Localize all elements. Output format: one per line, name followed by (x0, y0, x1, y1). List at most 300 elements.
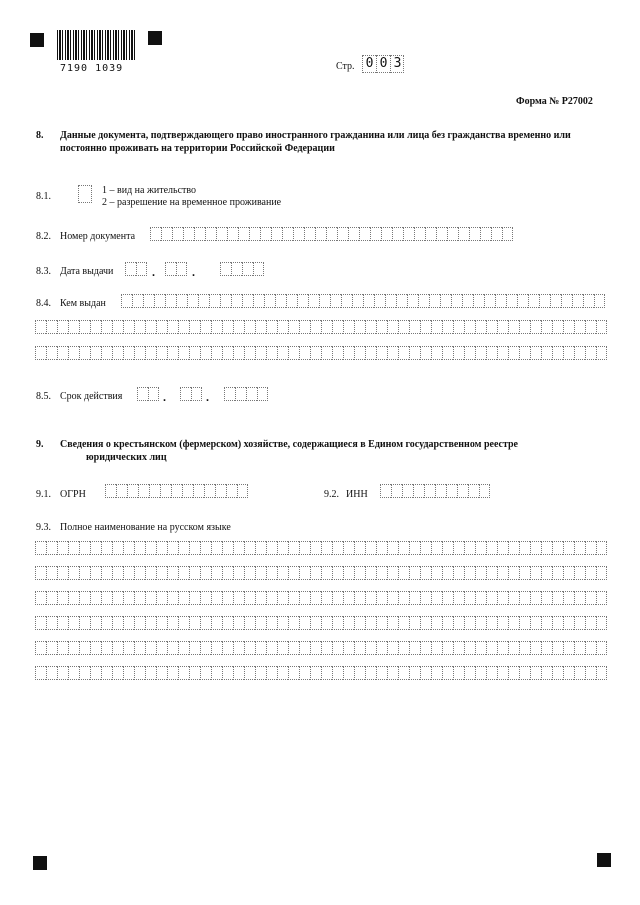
input-cell[interactable] (343, 666, 354, 680)
input-cell[interactable] (374, 294, 385, 308)
input-cell[interactable] (79, 616, 90, 630)
input-cell[interactable] (204, 484, 215, 498)
input-cell[interactable] (574, 320, 585, 334)
full-name-row-4-cells[interactable] (35, 616, 607, 630)
input-cell[interactable] (134, 320, 145, 334)
input-cell[interactable] (508, 591, 519, 605)
input-cell[interactable] (189, 616, 200, 630)
input-cell[interactable] (332, 666, 343, 680)
input-cell[interactable] (354, 320, 365, 334)
input-cell[interactable] (189, 320, 200, 334)
input-cell[interactable] (552, 616, 563, 630)
input-cell[interactable] (442, 616, 453, 630)
input-cell[interactable] (176, 294, 187, 308)
input-cell[interactable] (391, 484, 402, 498)
input-cell[interactable] (134, 566, 145, 580)
input-cell[interactable] (552, 666, 563, 680)
input-cell[interactable] (299, 346, 310, 360)
input-cell[interactable] (68, 541, 79, 555)
input-cell[interactable] (112, 320, 123, 334)
input-cell[interactable] (222, 346, 233, 360)
input-cell[interactable] (418, 294, 429, 308)
input-cell[interactable] (541, 346, 552, 360)
input-cell[interactable] (321, 666, 332, 680)
input-cell[interactable] (132, 294, 143, 308)
input-cell[interactable] (387, 666, 398, 680)
input-cell[interactable] (167, 616, 178, 630)
input-cell[interactable] (79, 320, 90, 334)
input-cell[interactable] (594, 294, 605, 308)
input-cell[interactable] (134, 346, 145, 360)
input-cell[interactable] (238, 227, 249, 241)
input-cell[interactable] (304, 227, 315, 241)
input-cell[interactable] (288, 666, 299, 680)
input-cell[interactable] (321, 566, 332, 580)
input-cell[interactable] (288, 616, 299, 630)
input-cell[interactable] (178, 616, 189, 630)
input-cell[interactable] (189, 666, 200, 680)
input-cell[interactable] (145, 541, 156, 555)
input-cell[interactable] (447, 227, 458, 241)
input-cell[interactable] (451, 294, 462, 308)
input-cell[interactable] (574, 541, 585, 555)
input-cell[interactable] (145, 666, 156, 680)
input-cell[interactable] (561, 294, 572, 308)
input-cell[interactable] (233, 666, 244, 680)
input-cell[interactable] (385, 294, 396, 308)
input-cell[interactable] (453, 541, 464, 555)
input-cell[interactable] (266, 616, 277, 630)
input-cell[interactable] (310, 541, 321, 555)
input-cell[interactable] (409, 566, 420, 580)
input-cell[interactable] (90, 346, 101, 360)
input-cell[interactable] (242, 262, 253, 276)
input-cell[interactable] (440, 294, 451, 308)
input-cell[interactable] (46, 666, 57, 680)
input-cell[interactable] (409, 591, 420, 605)
issue-date-month-cells[interactable] (165, 262, 187, 276)
input-cell[interactable] (116, 484, 127, 498)
input-cell[interactable] (541, 641, 552, 655)
input-cell[interactable] (242, 294, 253, 308)
input-cell[interactable] (453, 320, 464, 334)
input-cell[interactable] (464, 566, 475, 580)
input-cell[interactable] (486, 641, 497, 655)
input-cell[interactable] (376, 346, 387, 360)
input-cell[interactable] (271, 227, 282, 241)
input-cell[interactable] (530, 641, 541, 655)
input-cell[interactable] (431, 320, 442, 334)
input-cell[interactable] (178, 566, 189, 580)
input-cell[interactable] (187, 294, 198, 308)
input-cell[interactable] (332, 320, 343, 334)
input-cell[interactable] (354, 616, 365, 630)
input-cell[interactable] (572, 294, 583, 308)
input-cell[interactable] (321, 320, 332, 334)
input-cell[interactable] (343, 346, 354, 360)
input-cell[interactable] (189, 541, 200, 555)
input-cell[interactable] (235, 387, 246, 401)
input-cell[interactable] (68, 641, 79, 655)
input-cell[interactable] (596, 591, 607, 605)
input-cell[interactable] (299, 616, 310, 630)
input-cell[interactable] (178, 541, 189, 555)
input-cell[interactable] (486, 346, 497, 360)
input-cell[interactable] (123, 541, 134, 555)
input-cell[interactable] (275, 294, 286, 308)
input-cell[interactable] (178, 320, 189, 334)
input-cell[interactable] (35, 616, 46, 630)
input-cell[interactable] (244, 346, 255, 360)
input-cell[interactable] (475, 346, 486, 360)
input-cell[interactable] (35, 641, 46, 655)
input-cell[interactable] (396, 294, 407, 308)
input-cell[interactable] (464, 666, 475, 680)
input-cell[interactable] (233, 616, 244, 630)
input-cell[interactable] (585, 591, 596, 605)
input-cell[interactable] (365, 591, 376, 605)
input-cell[interactable] (519, 591, 530, 605)
input-cell[interactable] (138, 484, 149, 498)
input-cell[interactable] (332, 591, 343, 605)
input-cell[interactable] (233, 541, 244, 555)
input-cell[interactable] (255, 641, 266, 655)
input-cell[interactable] (530, 666, 541, 680)
input-cell[interactable] (216, 227, 227, 241)
input-cell[interactable] (233, 591, 244, 605)
input-cell[interactable] (354, 566, 365, 580)
input-cell[interactable] (167, 566, 178, 580)
input-cell[interactable] (376, 641, 387, 655)
input-cell[interactable] (123, 591, 134, 605)
input-cell[interactable] (68, 346, 79, 360)
input-cell[interactable] (286, 294, 297, 308)
input-cell[interactable] (222, 591, 233, 605)
input-cell[interactable] (222, 616, 233, 630)
input-cell[interactable] (79, 641, 90, 655)
input-cell[interactable] (420, 641, 431, 655)
input-cell[interactable] (497, 541, 508, 555)
input-cell[interactable] (376, 566, 387, 580)
input-cell[interactable] (502, 227, 513, 241)
input-cell[interactable] (541, 591, 552, 605)
input-cell[interactable] (101, 616, 112, 630)
input-cell[interactable] (277, 616, 288, 630)
input-cell[interactable] (253, 294, 264, 308)
input-cell[interactable] (398, 641, 409, 655)
input-cell[interactable] (486, 666, 497, 680)
input-cell[interactable] (101, 320, 112, 334)
input-cell[interactable] (165, 294, 176, 308)
input-cell[interactable] (167, 346, 178, 360)
input-cell[interactable] (370, 227, 381, 241)
input-cell[interactable] (68, 616, 79, 630)
input-cell[interactable] (574, 641, 585, 655)
input-cell[interactable] (112, 641, 123, 655)
input-cell[interactable] (237, 484, 248, 498)
input-cell[interactable] (167, 641, 178, 655)
input-cell[interactable] (183, 227, 194, 241)
input-cell[interactable] (200, 591, 211, 605)
input-cell[interactable] (90, 666, 101, 680)
input-cell[interactable] (321, 346, 332, 360)
input-cell[interactable] (464, 616, 475, 630)
input-cell[interactable] (260, 227, 271, 241)
input-cell[interactable] (420, 666, 431, 680)
input-cell[interactable] (215, 484, 226, 498)
input-cell[interactable] (585, 541, 596, 555)
input-cell[interactable] (462, 294, 473, 308)
input-cell[interactable] (211, 591, 222, 605)
input-cell[interactable] (583, 294, 594, 308)
input-cell[interactable] (156, 591, 167, 605)
input-cell[interactable] (134, 616, 145, 630)
input-cell[interactable] (475, 666, 486, 680)
input-cell[interactable] (392, 227, 403, 241)
input-cell[interactable] (519, 346, 530, 360)
input-cell[interactable] (277, 346, 288, 360)
input-cell[interactable] (563, 591, 574, 605)
input-cell[interactable] (123, 566, 134, 580)
input-cell[interactable] (458, 227, 469, 241)
input-cell[interactable] (211, 320, 222, 334)
input-cell[interactable] (435, 484, 446, 498)
input-cell[interactable] (387, 346, 398, 360)
input-cell[interactable] (407, 294, 418, 308)
input-cell[interactable] (431, 591, 442, 605)
input-cell[interactable] (123, 666, 134, 680)
input-cell[interactable] (480, 227, 491, 241)
input-cell[interactable] (167, 541, 178, 555)
input-cell[interactable] (332, 541, 343, 555)
input-cell[interactable] (264, 294, 275, 308)
input-cell[interactable] (398, 346, 409, 360)
input-cell[interactable] (211, 541, 222, 555)
input-cell[interactable] (541, 666, 552, 680)
input-cell[interactable] (453, 566, 464, 580)
input-cell[interactable] (244, 666, 255, 680)
input-cell[interactable] (420, 346, 431, 360)
input-cell[interactable] (244, 616, 255, 630)
issued-by-row-3-cells[interactable] (35, 346, 607, 360)
input-cell[interactable] (530, 541, 541, 555)
input-cell[interactable] (343, 541, 354, 555)
input-cell[interactable] (156, 541, 167, 555)
input-cell[interactable] (486, 320, 497, 334)
input-cell[interactable] (497, 346, 508, 360)
input-cell[interactable] (149, 484, 160, 498)
input-cell[interactable] (308, 294, 319, 308)
input-cell[interactable] (57, 346, 68, 360)
input-cell[interactable] (495, 294, 506, 308)
input-cell[interactable] (469, 227, 480, 241)
issued-by-row-1-cells[interactable] (121, 294, 605, 308)
input-cell[interactable] (156, 320, 167, 334)
input-cell[interactable] (266, 566, 277, 580)
input-cell[interactable] (172, 227, 183, 241)
input-cell[interactable] (288, 320, 299, 334)
input-cell[interactable] (365, 666, 376, 680)
input-cell[interactable] (293, 227, 304, 241)
input-cell[interactable] (486, 541, 497, 555)
input-cell[interactable] (299, 320, 310, 334)
input-cell[interactable] (90, 591, 101, 605)
input-cell[interactable] (121, 294, 132, 308)
input-cell[interactable] (420, 591, 431, 605)
input-cell[interactable] (125, 262, 136, 276)
input-cell[interactable] (574, 616, 585, 630)
input-cell[interactable] (233, 320, 244, 334)
input-cell[interactable] (46, 346, 57, 360)
input-cell[interactable] (508, 566, 519, 580)
input-cell[interactable] (310, 320, 321, 334)
input-cell[interactable] (112, 666, 123, 680)
input-cell[interactable] (176, 262, 187, 276)
input-cell[interactable] (464, 591, 475, 605)
full-name-row-1-cells[interactable] (35, 541, 607, 555)
input-cell[interactable] (402, 484, 413, 498)
input-cell[interactable] (453, 346, 464, 360)
input-cell[interactable] (387, 591, 398, 605)
input-cell[interactable] (321, 641, 332, 655)
input-cell[interactable] (101, 666, 112, 680)
input-cell[interactable] (288, 541, 299, 555)
input-cell[interactable] (112, 566, 123, 580)
input-cell[interactable] (150, 227, 161, 241)
input-cell[interactable] (552, 591, 563, 605)
input-cell[interactable] (200, 641, 211, 655)
input-cell[interactable] (68, 566, 79, 580)
input-cell[interactable] (563, 641, 574, 655)
input-cell[interactable] (79, 666, 90, 680)
input-cell[interactable] (387, 641, 398, 655)
input-cell[interactable] (220, 262, 231, 276)
input-cell[interactable] (321, 616, 332, 630)
input-cell[interactable] (365, 566, 376, 580)
input-cell[interactable] (57, 566, 68, 580)
input-cell[interactable] (90, 566, 101, 580)
input-cell[interactable] (171, 484, 182, 498)
input-cell[interactable] (200, 666, 211, 680)
input-cell[interactable] (224, 387, 235, 401)
input-cell[interactable] (409, 320, 420, 334)
input-cell[interactable] (101, 346, 112, 360)
input-cell[interactable] (222, 641, 233, 655)
input-cell[interactable] (486, 566, 497, 580)
full-name-row-3-cells[interactable] (35, 591, 607, 605)
input-cell[interactable] (464, 641, 475, 655)
input-cell[interactable] (244, 320, 255, 334)
input-cell[interactable] (552, 320, 563, 334)
input-cell[interactable] (431, 566, 442, 580)
issued-by-row-2-cells[interactable] (35, 320, 607, 334)
input-cell[interactable] (211, 346, 222, 360)
input-cell[interactable] (255, 346, 266, 360)
input-cell[interactable] (376, 541, 387, 555)
input-cell[interactable] (244, 641, 255, 655)
input-cell[interactable] (255, 591, 266, 605)
input-cell[interactable] (123, 641, 134, 655)
input-cell[interactable] (541, 541, 552, 555)
input-cell[interactable] (137, 387, 148, 401)
input-cell[interactable] (154, 294, 165, 308)
input-cell[interactable] (365, 320, 376, 334)
input-cell[interactable] (354, 541, 365, 555)
input-cell[interactable] (101, 641, 112, 655)
input-cell[interactable] (363, 294, 374, 308)
input-cell[interactable] (257, 387, 268, 401)
input-cell[interactable] (376, 666, 387, 680)
input-cell[interactable] (299, 591, 310, 605)
input-cell[interactable] (35, 346, 46, 360)
input-cell[interactable] (530, 566, 541, 580)
input-cell[interactable] (530, 346, 541, 360)
input-cell[interactable] (145, 346, 156, 360)
field-8-1-cell[interactable] (78, 185, 92, 203)
input-cell[interactable] (343, 320, 354, 334)
input-cell[interactable] (550, 294, 561, 308)
input-cell[interactable] (200, 616, 211, 630)
input-cell[interactable] (398, 616, 409, 630)
input-cell[interactable] (220, 294, 231, 308)
input-cell[interactable] (585, 641, 596, 655)
input-cell[interactable] (156, 616, 167, 630)
input-cell[interactable] (359, 227, 370, 241)
input-cell[interactable] (508, 346, 519, 360)
input-cell[interactable] (288, 641, 299, 655)
input-cell[interactable] (539, 294, 550, 308)
validity-date-year-cells[interactable] (224, 387, 268, 401)
input-cell[interactable] (376, 616, 387, 630)
input-cell[interactable] (332, 346, 343, 360)
input-cell[interactable] (552, 641, 563, 655)
input-cell[interactable] (249, 227, 260, 241)
input-cell[interactable] (332, 616, 343, 630)
input-cell[interactable] (348, 227, 359, 241)
input-cell[interactable] (552, 541, 563, 555)
input-cell[interactable] (310, 666, 321, 680)
input-cell[interactable] (68, 666, 79, 680)
input-cell[interactable] (464, 346, 475, 360)
input-cell[interactable] (160, 484, 171, 498)
input-cell[interactable] (101, 566, 112, 580)
input-cell[interactable] (101, 541, 112, 555)
input-cell[interactable] (343, 641, 354, 655)
input-cell[interactable] (57, 616, 68, 630)
input-cell[interactable] (376, 591, 387, 605)
input-cell[interactable] (497, 616, 508, 630)
input-cell[interactable] (79, 541, 90, 555)
input-cell[interactable] (299, 666, 310, 680)
input-cell[interactable] (222, 666, 233, 680)
input-cell[interactable] (497, 591, 508, 605)
input-cell[interactable] (161, 227, 172, 241)
input-cell[interactable] (484, 294, 495, 308)
input-cell[interactable] (222, 566, 233, 580)
input-cell[interactable] (79, 566, 90, 580)
input-cell[interactable] (414, 227, 425, 241)
input-cell[interactable] (387, 320, 398, 334)
input-cell[interactable] (266, 320, 277, 334)
input-cell[interactable] (222, 541, 233, 555)
input-cell[interactable] (299, 641, 310, 655)
input-cell[interactable] (508, 320, 519, 334)
input-cell[interactable] (563, 320, 574, 334)
input-cell[interactable] (387, 541, 398, 555)
input-cell[interactable] (200, 346, 211, 360)
input-cell[interactable] (178, 666, 189, 680)
input-cell[interactable] (127, 484, 138, 498)
